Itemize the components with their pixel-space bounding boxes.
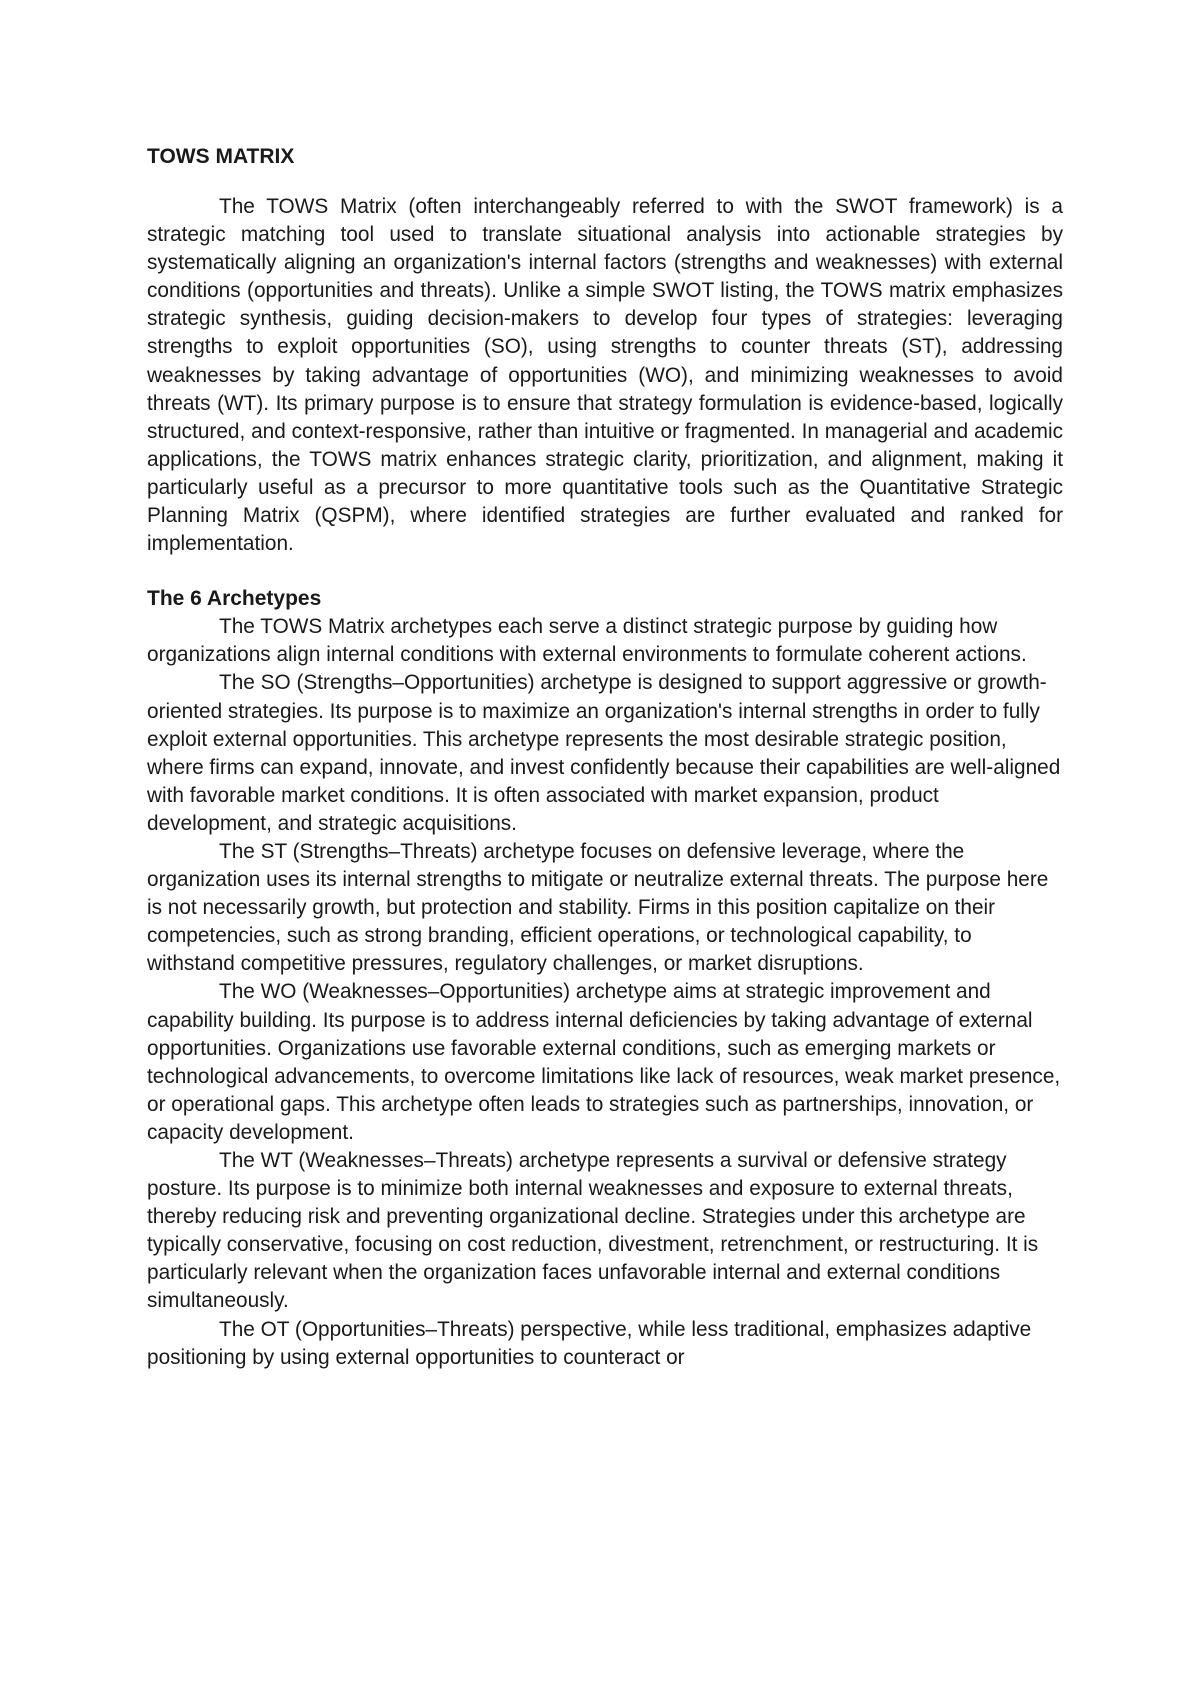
archetypes-overview-paragraph: The TOWS Matrix archetypes each serve a distinct strategic purpose by guiding how organizations align internal conditions with external environments to formulate coherent actions. bbox=[147, 615, 1027, 667]
wo-archetype-paragraph: The WO (Weaknesses–Opportunities) archetype aims at strategic improvement and capability building. Its purpose is to address internal deficiencies by taking advantage of external opportunities. Organizations use favorable external conditions, such as emerging markets or technological advancements, to overcome limitations like lack of resources, weak market presence, or operational gaps. This archetype often leads to strategies such as partnerships, innovation, or capacity development. bbox=[147, 980, 1061, 1144]
wt-archetype-paragraph: The WT (Weaknesses–Threats) archetype represents a survival or defensive strategy posture. Its purpose is to minimize both internal weaknesses and exposure to external threats, thereby reducing risk and preventing organizational decline. Strategies under this archetype are typically conservative, focusing on cost reduction, divestment, retrenchment, or restructuring. It is particularly relevant when the organization faces unfavorable internal and external conditions simultaneously. bbox=[147, 1149, 1039, 1313]
intro-paragraph: The TOWS Matrix (often interchangeably referred to with the SWOT framework) is a strategic matching tool used to translate situational analysis into actionable strategies by systematically aligning an organization's internal factors (strengths and weaknesses) with external conditions (opportunities and threats). Unlike a simple SWOT listing, the TOWS matrix emphasizes strategic synthesis, guiding decision-makers to develop four types of strategies: leveraging strengths to exploit opportunities (SO), using strengths to counter threats (ST), addressing weaknesses by taking advantage of opportunities (WO), and minimizing weaknesses to avoid threats (WT). Its primary purpose is to ensure that strategy formulation is evidence-based, logically structured, and context-responsive, rather than intuitive or fragmented. In managerial and academic applications, the TOWS matrix enhances strategic clarity, prioritization, and alignment, making it particularly useful as a precursor to more quantitative tools such as the Quantitative Strategic Planning Matrix (QSPM), where identified strategies are further evaluated and ranked for implementation. bbox=[147, 195, 1063, 556]
document-title: TOWS MATRIX bbox=[147, 145, 295, 168]
document-page bbox=[147, 143, 1063, 1372]
ot-perspective-paragraph: The OT (Opportunities–Threats) perspective, while less traditional, emphasizes adaptive positioning by using external opportunities to counteract or bbox=[147, 1317, 1032, 1369]
st-archetype-paragraph: The ST (Strengths–Threats) archetype focuses on defensive leverage, where the organization uses its internal strengths to mitigate or neutralize external threats. The purpose here is not necessarily growth, but protection and stability. Firms in this position capitalize on their competencies, such as strong branding, efficient operations, or technological capability, to withstand competitive pressures, regulatory challenges, or market disruptions. bbox=[147, 839, 1049, 976]
section-heading: The 6 Archetypes bbox=[147, 587, 322, 611]
so-archetype-paragraph: The SO (Strengths–Opportunities) archetype is designed to support aggressive or growth-oriented strategies. Its purpose is to maximize an organization's internal strengths in order to fully exploit external opportunities. This archetype represents the most desirable strategic position, where firms can expand, innovate, and invest confidently because their capabilities are well-aligned with favorable market conditions. It is often associated with market expansion, product development, and strategic acquisitions. bbox=[147, 671, 1061, 835]
